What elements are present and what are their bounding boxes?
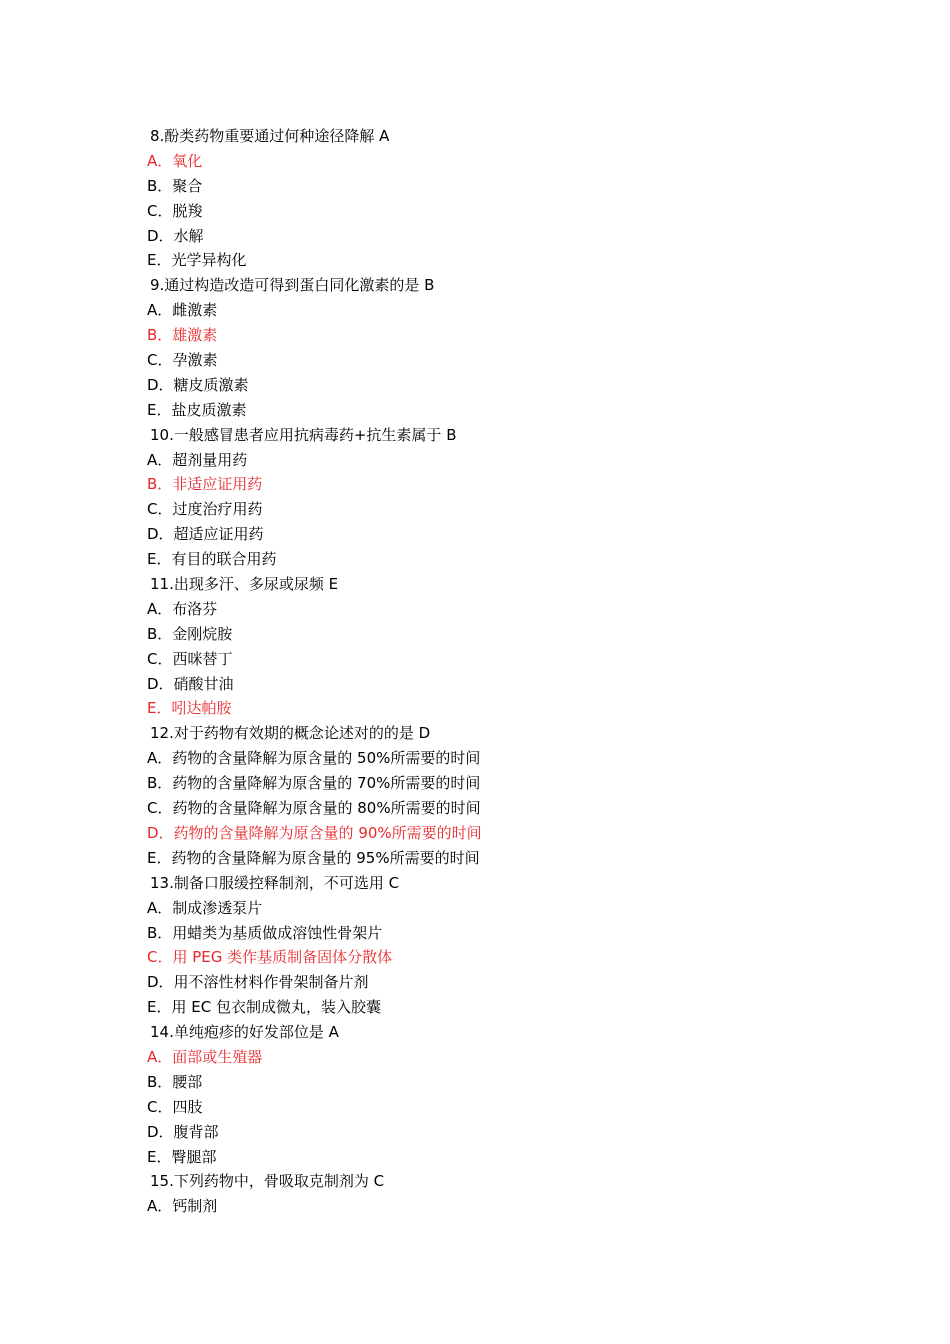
question-list <box>147 124 847 1219</box>
question-title: 11.出现多汗、多尿或尿频 E <box>150 575 339 594</box>
answer-option: B．聚合 <box>147 176 203 195</box>
answer-option: C．西咪替丁 <box>147 649 233 668</box>
answer-option: D．水解 <box>147 226 204 245</box>
answer-option-correct: E．吲达帕胺 <box>147 699 232 718</box>
answer-option: A．雌激素 <box>147 301 218 320</box>
answer-option: A．制成渗透泵片 <box>147 898 263 917</box>
answer-option: D．腹背部 <box>147 1122 219 1141</box>
answer-option: E．盐皮质激素 <box>147 400 247 419</box>
question-title: 8.酚类药物重要通过何种途径降解 A <box>150 127 390 145</box>
answer-option: E．药物的含量降解为原含量的 95%所需要的时间 <box>147 848 480 867</box>
question-title: 10.一般感冒患者应用抗病毒药+抗生素属于 B <box>150 425 457 444</box>
answer-option: D．超适应证用药 <box>147 525 264 544</box>
answer-option-correct: B．非适应证用药 <box>147 475 263 494</box>
answer-option: E．光学异构化 <box>147 251 247 270</box>
answer-option: A．钙制剂 <box>147 1197 218 1216</box>
question-title: 9.通过构造改造可得到蛋白同化激素的是 B <box>150 276 435 295</box>
answer-option: A．超剂量用药 <box>147 450 248 469</box>
answer-option: D．糖皮质激素 <box>147 375 249 394</box>
answer-option: E．有目的联合用药 <box>147 550 277 569</box>
answer-option: C．孕激素 <box>147 351 218 370</box>
answer-option: C．四肢 <box>147 1097 203 1116</box>
answer-option: B．用蜡类为基质做成溶蚀性骨架片 <box>147 923 383 942</box>
answer-option-correct: C．用 PEG 类作基质制备固体分散体 <box>147 948 393 967</box>
answer-option: A．布洛芬 <box>147 599 218 618</box>
answer-option: C．脱羧 <box>147 201 203 220</box>
answer-option-correct: B．雄激素 <box>147 326 218 345</box>
answer-option: D．硝酸甘油 <box>147 674 234 693</box>
answer-option: E．臀腿部 <box>147 1147 217 1166</box>
question-title: 14.单纯疱疹的好发部位是 A <box>150 1023 339 1042</box>
answer-option: C．药物的含量降解为原含量的 80%所需要的时间 <box>147 799 481 818</box>
answer-option-correct: A．面部或生殖器 <box>147 1047 263 1066</box>
question-title: 13.制备口服缓控释制剂，不可选用 C <box>150 873 400 892</box>
answer-option: B．药物的含量降解为原含量的 70%所需要的时间 <box>147 774 481 793</box>
answer-option-correct: D．药物的含量降解为原含量的 90%所需要的时间 <box>147 823 482 842</box>
answer-option: D．用不溶性材料作骨架制备片剂 <box>147 973 369 992</box>
question-title: 15.下列药物中，骨吸取克制剂为 C <box>150 1172 385 1191</box>
answer-option: B．金刚烷胺 <box>147 624 233 643</box>
answer-option: E．用 EC 包衣制成微丸，装入胶囊 <box>147 998 381 1017</box>
answer-option: C．过度治疗用药 <box>147 500 263 519</box>
answer-option: A．药物的含量降解为原含量的 50%所需要的时间 <box>147 749 481 768</box>
answer-option: B．腰部 <box>147 1072 203 1091</box>
question-title: 12.对于药物有效期的概念论述对的的是 D <box>150 724 431 743</box>
answer-option-correct: A．氧化 <box>147 151 203 170</box>
